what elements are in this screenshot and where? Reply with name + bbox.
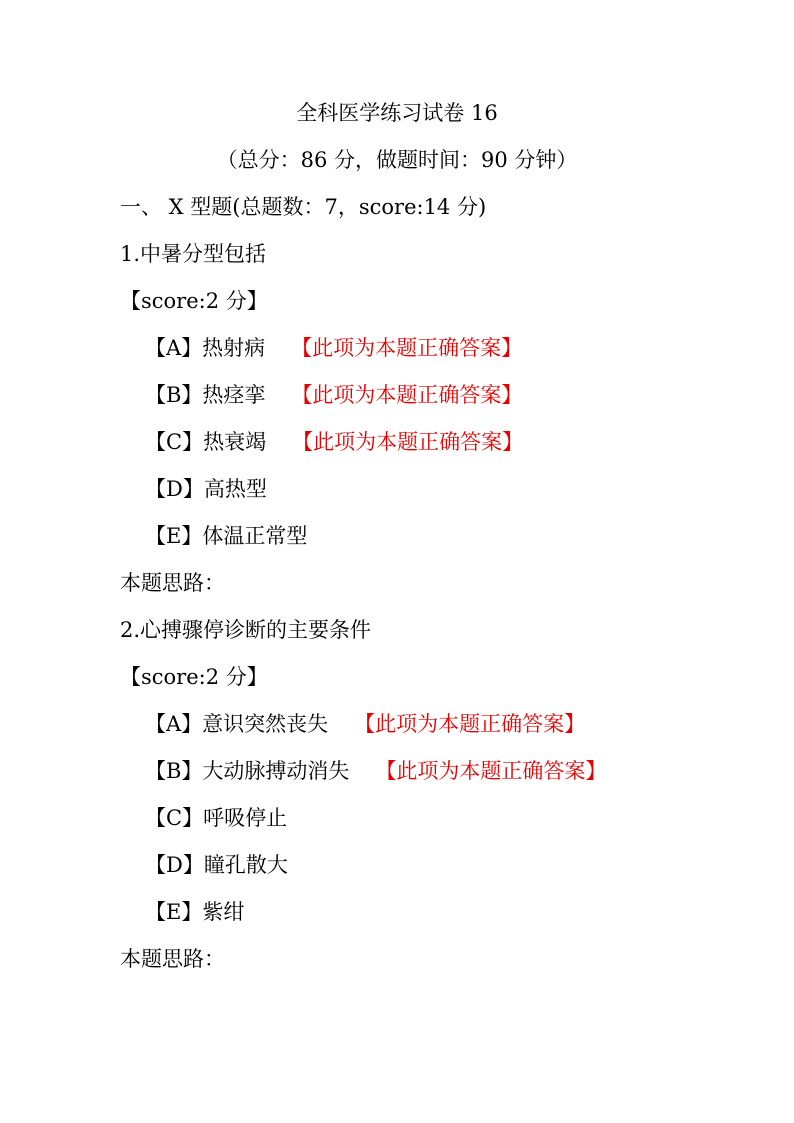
option-label: 【A】热射病	[145, 336, 266, 360]
option-label: 【E】紫绀	[145, 900, 245, 924]
question-2-option-b	[145, 756, 606, 786]
question-1-option-a	[145, 333, 522, 363]
question-1-analysis: 本题思路：	[120, 571, 225, 595]
option-label: 【A】意识突然丧失	[145, 712, 329, 736]
option-label: 【B】大动脉搏动消失	[145, 759, 350, 783]
correct-answer-mark: 【此项为本题正确答案】	[292, 430, 524, 454]
correct-answer-mark: 【此项为本题正确答案】	[354, 712, 586, 736]
correct-answer-mark: 【此项为本题正确答案】	[291, 383, 523, 407]
option-label: 【C】呼吸停止	[145, 806, 288, 830]
correct-answer-mark: 【此项为本题正确答案】	[375, 759, 607, 783]
question-2-score: 【score:2 分】	[120, 665, 268, 689]
option-label: 【D】瞳孔散大	[145, 853, 288, 877]
question-2-option-c	[145, 803, 287, 833]
question-1-stem: 1.中暑分型包括	[120, 242, 267, 266]
exam-title: 全科医学练习试卷 16	[296, 101, 498, 125]
question-2-stem: 2.心搏骤停诊断的主要条件	[120, 618, 372, 642]
question-1-option-c	[145, 427, 523, 457]
question-1-option-e	[145, 521, 307, 551]
option-label: 【C】热衰竭	[145, 430, 267, 454]
option-label: 【B】热痉挛	[145, 383, 266, 407]
exam-subtitle: （总分：86 分，做题时间：90 分钟）	[216, 148, 578, 172]
question-2-option-a	[145, 709, 585, 739]
question-1-option-d	[145, 474, 267, 504]
correct-answer-mark: 【此项为本题正确答案】	[291, 336, 523, 360]
option-label: 【D】高热型	[145, 477, 267, 501]
question-2-option-d	[145, 850, 288, 880]
question-1-option-b	[145, 380, 522, 410]
question-2-analysis: 本题思路：	[120, 947, 225, 971]
option-label: 【E】体温正常型	[145, 524, 308, 548]
question-1-score: 【score:2 分】	[120, 289, 268, 313]
question-2-option-e	[145, 897, 244, 927]
section-heading: 一、 X 型题(总题数：7，score:14 分)	[120, 195, 487, 219]
